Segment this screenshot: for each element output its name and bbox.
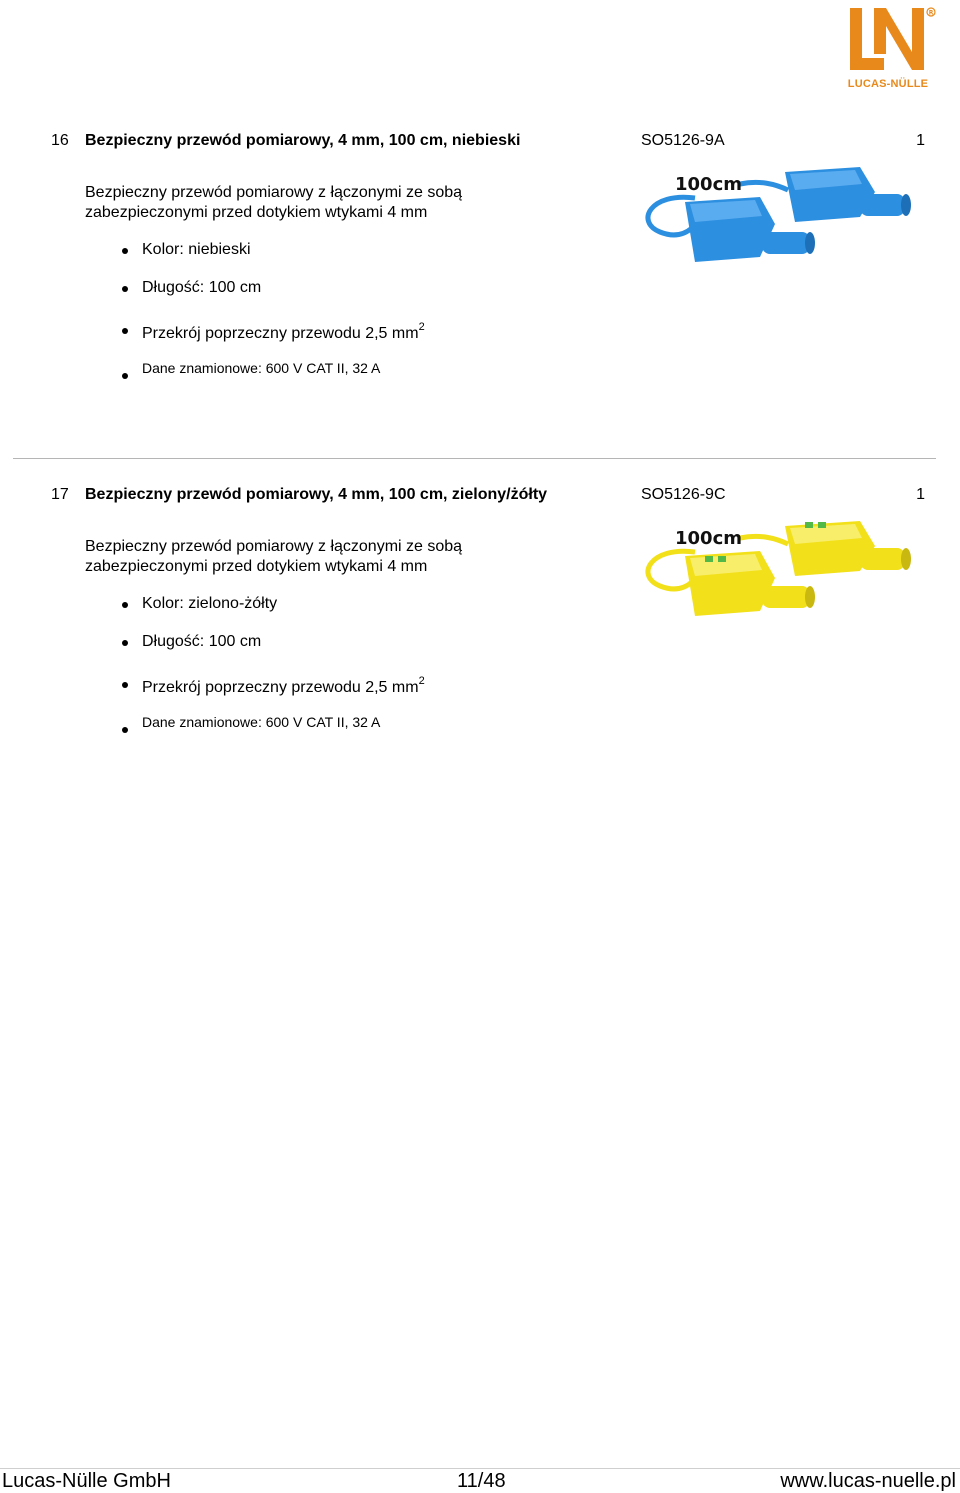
bullet-dot (122, 682, 128, 688)
cross-section-text: Przekrój poprzeczny przewodu 2,5 mm (142, 325, 419, 342)
bullet-cross-section (142, 675, 425, 697)
bullet-color: Kolor: niebieski (142, 241, 251, 258)
bullet-dot (122, 727, 128, 733)
bullet-dot (122, 286, 128, 292)
item-quantity: 1 (916, 486, 925, 503)
bullet-length: Długość: 100 cm (142, 279, 262, 296)
item-code: SO5126-9A (641, 132, 725, 149)
bullet-rating: Dane znamionowe: 600 V CAT II, 32 A (142, 360, 381, 376)
image-length-label: 100cm (675, 174, 742, 195)
footer-website-link[interactable]: www.lucas-nuelle.pl (780, 1470, 956, 1492)
item-number: 16 (51, 132, 69, 149)
bullet-rating: Dane znamionowe: 600 V CAT II, 32 A (142, 714, 381, 730)
bullet-dot (122, 328, 128, 334)
bullet-length: Długość: 100 cm (142, 633, 262, 650)
cross-section-superscript: 2 (418, 675, 425, 687)
item-description: Bezpieczny przewód pomiarowy z łączonymi ze sobą zabezpieczonymi przed dotykiem wtykami 4 mm (85, 184, 463, 221)
item-title: Bezpieczny przewód pomiarowy, 4 mm, 100 cm, zielony/żółty (85, 486, 548, 503)
image-length-label: 100cm (675, 528, 742, 549)
bullet-dot (122, 373, 128, 379)
section-divider (13, 458, 936, 459)
footer-rule (0, 1468, 960, 1469)
svg-text:R: R (928, 9, 934, 17)
footer-page-number: 11/48 (457, 1470, 506, 1492)
bullet-dot (122, 602, 128, 608)
product-image-yellow-cable (640, 516, 920, 626)
item-description: Bezpieczny przewód pomiarowy z łączonymi ze sobą zabezpieczonymi przed dotykiem wtykami 4 mm (85, 538, 463, 575)
bullet-dot (122, 640, 128, 646)
bullet-color: Kolor: zielono-żółty (142, 595, 278, 612)
item-title: Bezpieczny przewód pomiarowy, 4 mm, 100 cm, niebieski (85, 132, 521, 149)
product-image-blue-cable (640, 162, 920, 272)
item-quantity: 1 (916, 132, 925, 149)
footer-company: Lucas-Nülle GmbH (2, 1470, 171, 1492)
bullet-cross-section (142, 321, 425, 343)
item-code: SO5126-9C (641, 486, 726, 503)
bullet-dot (122, 248, 128, 254)
cross-section-text: Przekrój poprzeczny przewodu 2,5 mm (142, 679, 419, 696)
item-number: 17 (51, 486, 69, 503)
logo-text: LUCAS-NÜLLE (847, 78, 929, 90)
cross-section-superscript: 2 (418, 321, 425, 333)
